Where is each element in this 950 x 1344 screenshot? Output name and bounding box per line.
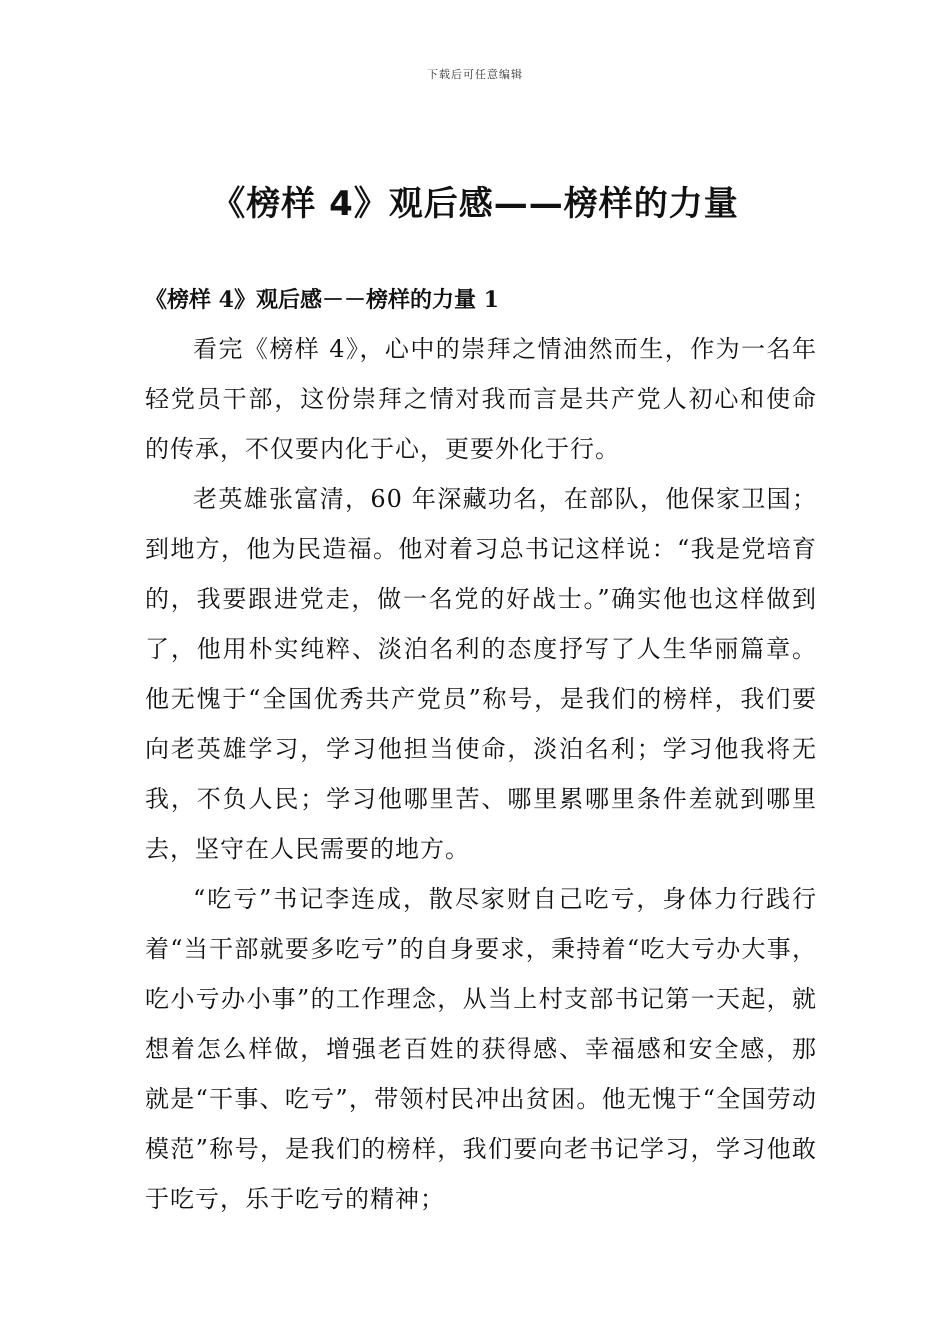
section-heading: 《榜样 4》观后感－－榜样的力量 1 (145, 287, 499, 313)
paragraph-2: 老英雄张富清，60 年深藏功名，在部队，他保家卫国；到地方，他为民造福。他对着习总书记这样说：“我是党培育的，我要跟进党走，做一名党的好战士。”确实他也这样做到了，他用朴实纯粹、淡泊名利的态度抒写了人生华丽篇章。他无愧于“全国优秀共产党员”称号，是我们的榜样，我们要向老英雄学习，学习他担当使命，淡泊名利；学习他我将无我，不负人民；学习他哪里苦、哪里累哪里条件差就到哪里去，坚守在人民需要的地方。 (145, 485, 817, 863)
document-title: 《榜样 4》观后感——榜样的力量 (211, 184, 739, 224)
header-note: 下载后可任意编辑 (427, 68, 523, 81)
paragraph-1: 看完《榜样 4》，心中的崇拜之情油然而生，作为一名年轻党员干部，这份崇拜之情对我而言是共产党人初心和使命的传承，不仅要内化于心，更要外化于行。 (145, 335, 817, 463)
paragraph-3: “吃亏”书记李连成，散尽家财自己吃亏，身体力行践行着“当干部就要多吃亏”的自身要求，秉持着“吃大亏办大事，吃小亏办小事”的工作理念，从当上村支部书记第一天起，就想着怎么样做，增强老百姓的获得感、幸福感和安全感，那就是“干事、吃亏”，带领村民冲出贫困。他无愧于“全国劳动模范”称号，是我们的榜样，我们要向老书记学习，学习他敢于吃亏，乐于吃亏的精神； (145, 885, 817, 1213)
body-text (145, 324, 817, 1224)
